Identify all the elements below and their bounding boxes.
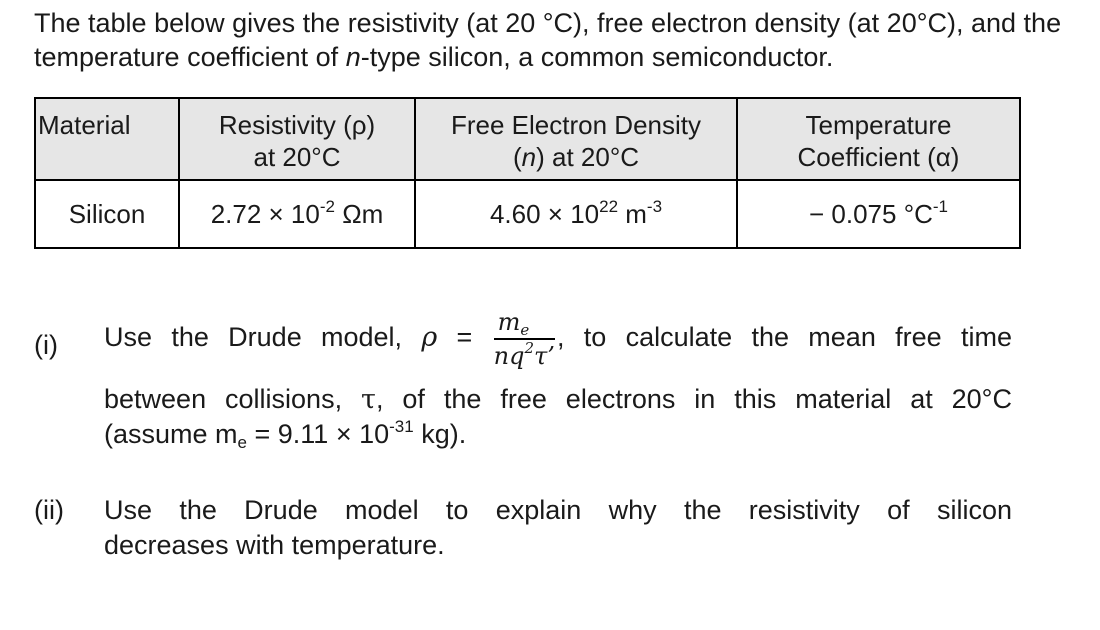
cell-free-electron-density: $4.60 \times 10^{22}$ $m^{-3}$	[415, 180, 737, 248]
tau-symbol: τ	[361, 384, 376, 415]
header-material: Material	[35, 98, 179, 180]
cell-material: Silicon	[35, 180, 179, 248]
question-i-line3: (assume $m_e = 9.11 \times 10^{-31}$ kg).	[104, 417, 467, 452]
cell-resistivity: $2.72 \times 10^{-2}$ Ωm	[179, 180, 415, 248]
table-row	[35, 180, 1020, 248]
question-i-line1: Use the Drude model, ρ = $\frac{m_e}{nq^2\tau’}$ , to calculate the mean free time	[104, 308, 1012, 370]
intro-text-1: The table below gives the resistivity (at 20 °C), free electron density (at 20°C), and the temperature coefficient of	[34, 8, 1062, 72]
intro-text-2: -type silicon, a common semiconductor.	[360, 42, 834, 72]
header-resistivity-line1: Resistivity (ρ)	[218, 110, 376, 140]
cell-temperature-coefficient: − 0.075 $^\circ C^{-1}$	[737, 180, 1020, 248]
header-tempcoef-line2: Coefficient (α)	[797, 142, 960, 172]
header-free-electron-density	[415, 98, 737, 180]
intro-n-symbol: n	[345, 42, 361, 72]
header-tempcoef-line1: Temperature	[805, 110, 952, 140]
intro-paragraph	[34, 6, 1096, 74]
question-ii-number: (ii)	[34, 495, 64, 525]
header-density-line2: (n) at 20°C	[512, 142, 640, 172]
question-i-body	[104, 308, 1012, 452]
table-header-row	[35, 98, 1020, 180]
header-resistivity-line2: at 20°C	[253, 142, 341, 172]
question-ii-line2: decreases with temperature.	[104, 530, 445, 560]
header-temperature-coefficient	[737, 98, 1020, 180]
rho-symbol: ρ	[421, 322, 438, 354]
question-i-line2: between collisions, τ, of the free electrons in this material at 20°C	[104, 384, 1012, 415]
header-density-line1: Free Electron Density	[451, 110, 701, 140]
drude-formula-fraction: $\frac{m_e}{nq^2\tau’}$	[493, 308, 555, 370]
silicon-properties-table	[34, 97, 1021, 249]
question-i-number: (i)	[34, 330, 58, 360]
question-ii-body	[104, 493, 1012, 563]
header-resistivity	[179, 98, 415, 180]
question-ii-line1: Use the Drude model to explain why the resistivity of silicon	[104, 495, 1012, 525]
